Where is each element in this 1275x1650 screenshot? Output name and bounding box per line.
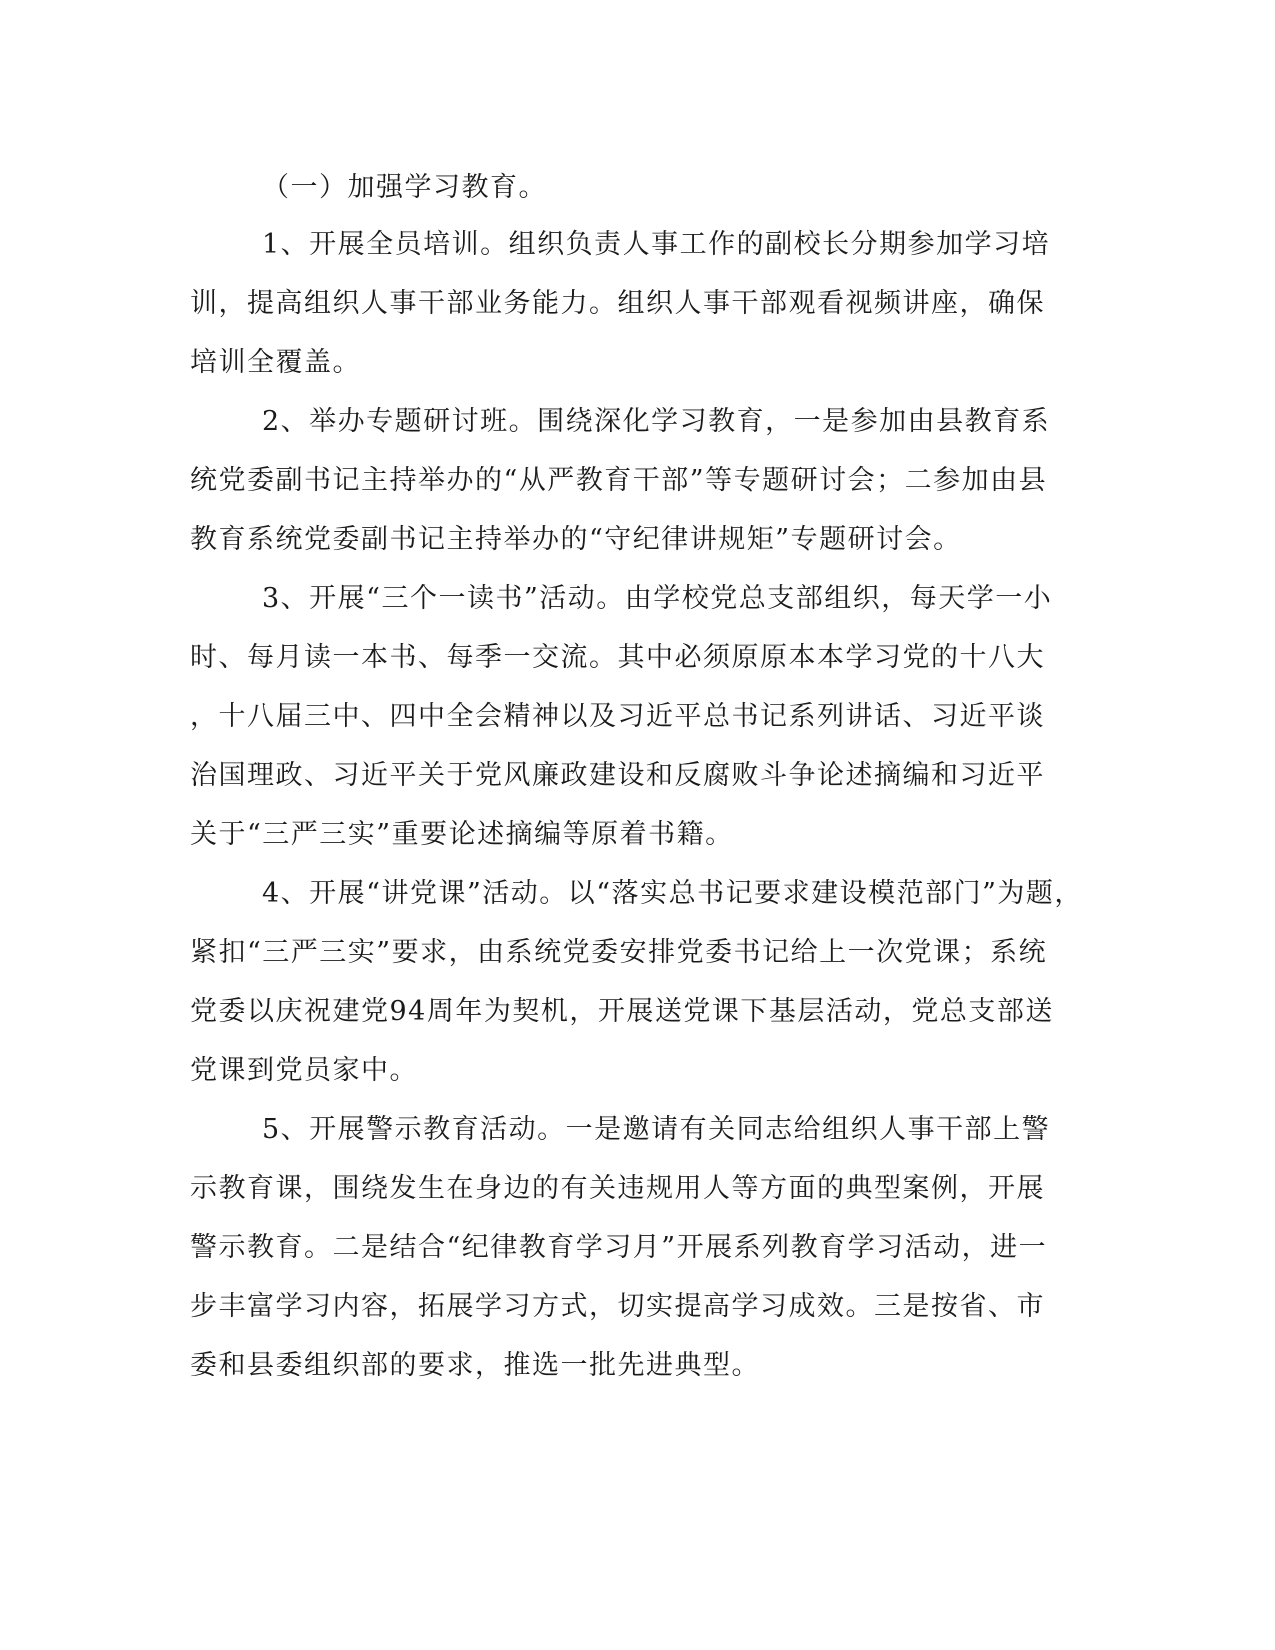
paragraph-line: 训，提高组织人事干部业务能力。组织人事干部观看视频讲座，确保 [190, 288, 1045, 319]
paragraph-line: 培训全覆盖。 [190, 347, 361, 378]
paragraph-line: 1、开展全员培训。组织负责人事工作的副校长分期参加学习培 [262, 229, 1051, 260]
paragraph-line: 关于“三严三实”重要论述摘编等原着书籍。 [190, 819, 734, 850]
paragraph-line: 步丰富学习内容，拓展学习方式，切实提高学习成效。三是按省、市 [190, 1291, 1045, 1322]
paragraph-line: 时、每月读一本书、每季一交流。其中必须原原本本学习党的十八大 [190, 642, 1045, 673]
paragraph-line: 4、开展“讲党课”活动。以“落实总书记要求建设模范部门”为题， [262, 878, 1083, 909]
paragraph-line: 治国理政、习近平关于党风廉政建设和反腐败斗争论述摘编和习近平 [190, 760, 1045, 791]
paragraph-line: ，十八届三中、四中全会精神以及习近平总书记系列讲话、习近平谈 [190, 701, 1045, 732]
paragraph-line: 党课到党员家中。 [190, 1055, 418, 1086]
paragraph-line: 紧扣“三严三实”要求，由系统党委安排党委书记给上一次党课；系统 [190, 937, 1048, 968]
section-heading: （一）加强学习教育。 [262, 172, 547, 203]
paragraph-line: 统党委副书记主持举办的“从严教育干部”等专题研讨会；二参加由县 [190, 465, 1048, 496]
paragraph-line: 3、开展“三个一读书”活动。由学校党总支部组织，每天学一小 [262, 583, 1053, 614]
paragraph-line: 警示教育。二是结合“纪律教育学习月”开展系列教育学习活动，进一 [190, 1232, 1048, 1263]
paragraph-line: 示教育课，围绕发生在身边的有关违规用人等方面的典型案例，开展 [190, 1173, 1045, 1204]
paragraph-line: 党委以庆祝建党94周年为契机，开展送党课下基层活动，党总支部送 [190, 996, 1054, 1027]
paragraph-line: 2、举办专题研讨班。围绕深化学习教育，一是参加由县教育系 [262, 406, 1051, 437]
paragraph-line: 委和县委组织部的要求，推选一批先进典型。 [190, 1350, 760, 1381]
paragraph-line: 教育系统党委副书记主持举办的“守纪律讲规矩”专题研讨会。 [190, 524, 962, 555]
paragraph-line: 5、开展警示教育活动。一是邀请有关同志给组织人事干部上警 [262, 1114, 1051, 1145]
